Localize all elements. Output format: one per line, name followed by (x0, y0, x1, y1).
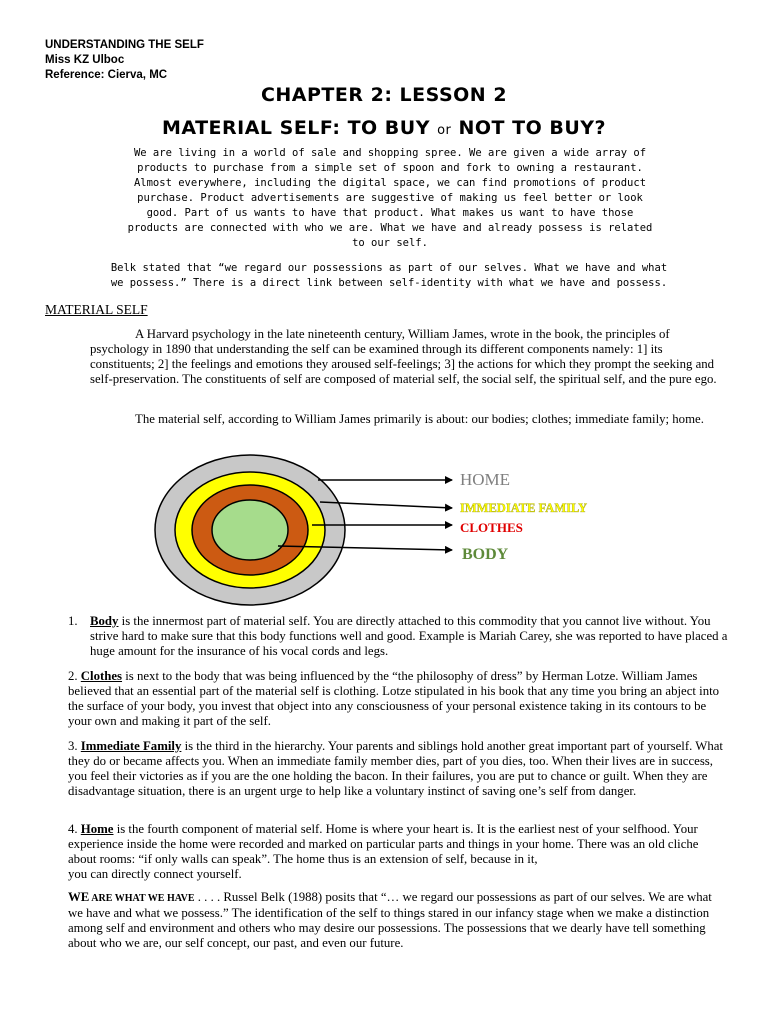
item-body-term: Body (90, 614, 119, 628)
closing-text: Russel Belk (1988) posits that “… we regard our possessions as part of our selves. We are what we have and what we possess.” The identification of the self to things stared in our infancy stage when we make a distinction among self and environment and others who may desire our possessions. The possessions that we dearly have tell something about who we are, our self concept, our past, and even our future. (68, 890, 712, 950)
item-clothes (68, 669, 728, 729)
item-home (68, 822, 728, 882)
closing-paragraph (68, 890, 728, 951)
body-core (212, 500, 288, 560)
closing-heading (68, 890, 195, 904)
document-header (45, 38, 204, 83)
course-title: UNDERSTANDING THE SELF (45, 39, 204, 51)
chapter-title: CHAPTER 2: LESSON 2 (260, 84, 508, 106)
material-self-diagram (150, 446, 630, 606)
clothes-label: CLOTHES (460, 520, 523, 535)
item-home-desc-2: you can directly connect yourself. (68, 867, 242, 881)
lesson-title-part-b: NOT TO BUY? (451, 117, 607, 139)
closing-heading-rest: ARE WHAT WE HAVE (89, 893, 195, 904)
section-paragraph-1: A Harvard psychology in the late nineteenth century, William James, wrote in the book, the principles of psychology in 1890 that understanding the self can be examined through its different components namely: 1] its constituents; 2] the feelings and emotions they aroused self-feelings; 3] the actions for which they prompt the seeking and self-preservation. The constituents of self are composed of material self, the social self, the spiritual self, and the pure ego. (90, 327, 717, 386)
item-home-term: Home (80, 822, 114, 836)
teacher-name: Miss KZ Ulboc (45, 54, 125, 66)
item-family-desc: is the third in the hierarchy. Your parents and siblings hold another great important part of yourself. What they do or became affects you. When an immediate family member dies, part of you dies, too. When their lives are in success, you feel their victories as if you are the one holding the bacon. In their failures, you are put to chance or guilt. When they are disadvantage situation, there is an urgent urge to help like a voluntary instinct of saving one’s self from danger. (68, 739, 723, 798)
intro-paragraph-1: We are living in a world of sale and shopping spree. We are given a wide array of products to purchase from a simple set of spoon and fork to owning a restaurant. Almost everywhere, including the digital space, we can find promotions of product purchase. Product advertisements are suggestive of making us feel better or look good. Part of us wants to have that product. What makes us want to have those products are connected with who we are. What we have and already possess is related to our self. (127, 147, 653, 249)
section-title: MATERIAL SELF (45, 302, 148, 317)
item-family (68, 739, 728, 799)
item-family-term: Immediate Family (80, 739, 182, 753)
item-body-desc: is the innermost part of material self. You are directly attached to this commodity that you cannot live without. You strive hard to make sure that this body functions well and good. Example is Mariah Carey, she was reported to have placed a huge amount for the insurance of his vocal cords and legs. (90, 614, 728, 658)
home-label: HOME (460, 470, 511, 489)
item-body (68, 614, 728, 659)
closing-heading-we: WE (68, 890, 90, 904)
body-label: BODY (462, 546, 509, 563)
item-body-text (90, 614, 728, 659)
reference-line: Reference: Cierva, MC (45, 69, 168, 81)
intro-paragraph-2: Belk stated that “we regard our possessions as part of our selves. What we have and what we possess.” There is a direct link between self-identity with what we have and possess. (110, 262, 668, 289)
section-paragraph-2: The material self, according to William James primarily is about: our bodies; clothes; immediate family; home. (135, 412, 704, 426)
item-home-desc: is the fourth component of material self. Home is where your heart is. It is the earliest nest of your selfhood. Your experience inside the home were recorded and marked on particular parts and things in your home. There was an old cliche about rooms: “if only walls can speak”. The home thus is an extension of self, because in it, (68, 822, 699, 866)
closing-dots: . . . . (194, 890, 224, 904)
family-label: IMMEDIATE FAMILY (460, 501, 588, 515)
item-family-number: 3. (68, 739, 81, 753)
item-body-number: 1. (68, 614, 78, 628)
lesson-title-part-a: MATERIAL SELF: TO BUY (161, 117, 438, 139)
item-clothes-number: 2. (68, 669, 81, 683)
item-home-number: 4. (68, 822, 81, 836)
item-clothes-desc: is next to the body that was being influenced by the “the philosophy of dress” by Herman Lotze. William James believed that an essential part of the material self is clothing. Lotze stipulated in his book that any time you bring an abject into the surface of your body, you invest that object into any consciousness of your personal existence taking in its contours to be your own and making it part of the self. (68, 669, 720, 728)
lesson-title (0, 117, 768, 139)
lesson-title-or: or (437, 123, 452, 138)
item-clothes-term: Clothes (80, 669, 123, 683)
